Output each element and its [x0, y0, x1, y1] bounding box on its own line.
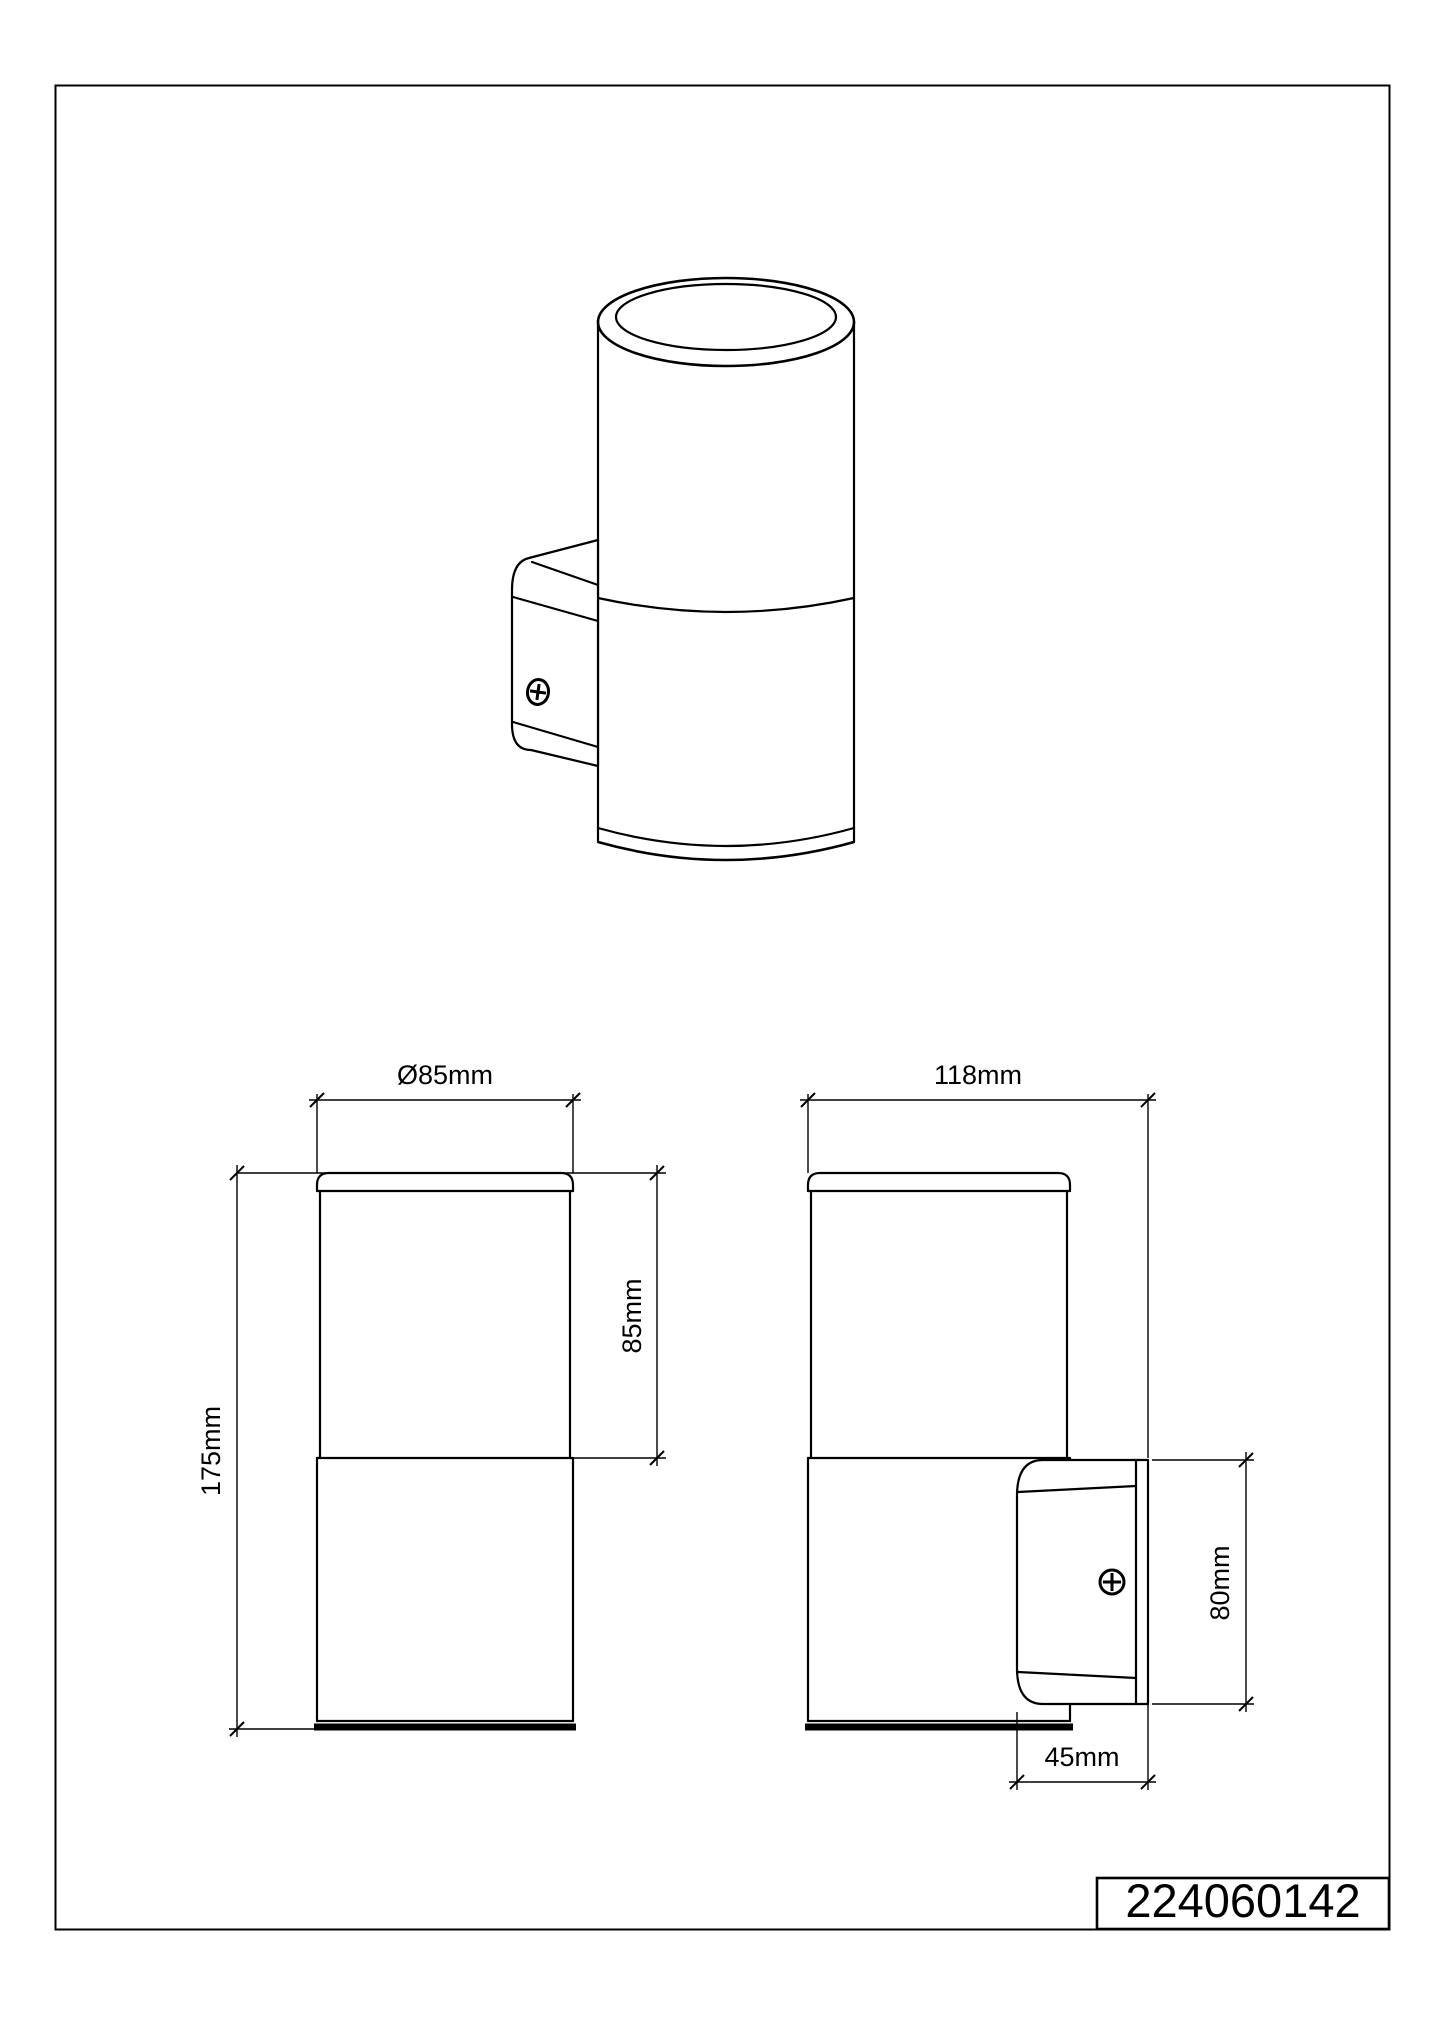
dim-bracket-height	[1152, 1452, 1254, 1712]
dim-bracket-height-label: 80mm	[1205, 1545, 1235, 1621]
wall-bracket	[512, 540, 598, 766]
dim-depth-label: 118mm	[933, 1060, 1023, 1090]
division-line	[598, 598, 854, 612]
perspective-view	[512, 278, 854, 860]
part-number-box	[1097, 1874, 1389, 1929]
dim-bracket-depth	[1009, 1704, 1156, 1790]
front-view	[196, 1060, 666, 1737]
side-view	[800, 1060, 1254, 1790]
dim-diameter	[309, 1060, 581, 1173]
side-bracket	[1017, 1460, 1148, 1704]
dim-depth	[800, 1060, 1156, 1458]
dim-upper-height-label: 85mm	[617, 1278, 647, 1354]
dim-upper-height	[573, 1165, 666, 1466]
dim-total-height-label: 175mm	[196, 1405, 226, 1497]
page-border	[56, 86, 1390, 1930]
dim-bracket-depth-label: 45mm	[1044, 1742, 1120, 1772]
screw-icon	[1100, 1570, 1124, 1594]
dim-total-height	[196, 1165, 666, 1737]
base-ring	[598, 828, 854, 846]
dim-diameter-label: Ø85mm	[396, 1060, 494, 1090]
front-body	[314, 1173, 576, 1727]
cylinder-body	[598, 278, 854, 860]
part-number: 224060142	[1125, 1874, 1361, 1927]
